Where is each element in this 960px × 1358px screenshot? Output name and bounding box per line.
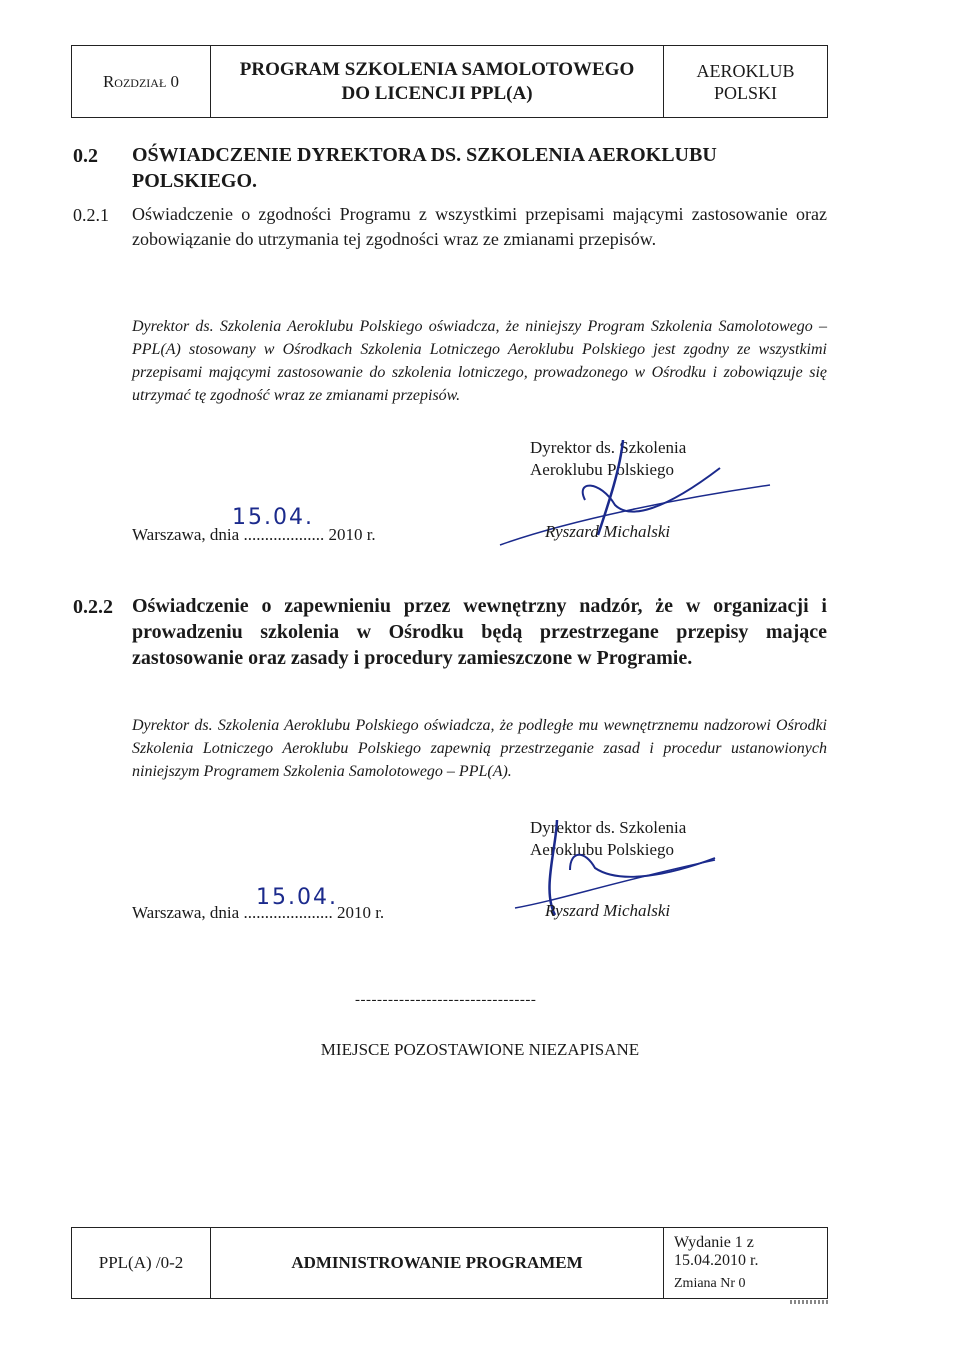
subsection-2-body: Dyrektor ds. Szkolenia Aeroklubu Polskiego oświadcza, że podległe mu wewnętrznemu nadzorowi Ośrodki Szkolenia Lotniczego Aeroklubu Polskiego zapewnią przestrzeganie zasad i procedur ustanowionych niniejszym Programem Szkolenia Samolotowego – PPL(A). bbox=[132, 717, 827, 780]
revision-info bbox=[664, 1228, 827, 1298]
subsection-2-number: 0.2.2 bbox=[73, 596, 113, 618]
subsection-2-title: Oświadczenie o zapewnieniu przez wewnętrzny nadzór, że w organizacji i prowadzeniu szkolenia w Ośrodku będą przestrzegane przepisy mające zastosowanie oraz zasady i procedury zamieszczone w Programie. bbox=[132, 595, 827, 669]
signer-title-2-line2: Aeroklubu Polskiego bbox=[530, 840, 675, 859]
subsection-1-number: 0.2.1 bbox=[73, 205, 109, 225]
section-title-line2: POLSKIEGO. bbox=[132, 170, 258, 192]
separator-line: --------------------------------- bbox=[355, 992, 537, 1008]
place-date-1: Warszawa, dnia ................... 2010 r. bbox=[132, 525, 376, 544]
edition-label: Wydanie 1 z 15.04.2010 r. bbox=[674, 1234, 759, 1269]
handwritten-date-2: 15.04. bbox=[256, 885, 338, 910]
change-label: Zmiana Nr 0 bbox=[674, 1276, 746, 1291]
footer-section-title: ADMINISTROWANIE PROGRAMEM bbox=[211, 1228, 664, 1298]
empty-page-notice: MIEJSCE POZOSTAWIONE NIEZAPISANE bbox=[320, 1040, 640, 1059]
signer-name-2: Ryszard Michalski bbox=[545, 901, 671, 920]
section-title bbox=[132, 142, 832, 194]
organization-line2: POLSKI bbox=[713, 82, 777, 103]
place-date-2: Warszawa, dnia ..................... 2010 r. bbox=[132, 903, 385, 922]
subsection-1-title: Oświadczenie o zgodności Programu z wszystkimi przepisami mającymi zastosowanie oraz zobowiązanie do utrzymania tej zgodności wraz ze zmianami przepisów. bbox=[132, 204, 827, 249]
signer-name-1: Ryszard Michalski bbox=[545, 522, 671, 541]
signer-title-2-line1: Dyrektor ds. Szkolenia bbox=[530, 818, 687, 837]
page-footer bbox=[71, 1227, 828, 1299]
section-title-line1: OŚWIADCZENIE DYREKTORA DS. SZKOLENIA AEROKLUBU bbox=[132, 144, 717, 166]
subsection-1-body: Dyrektor ds. Szkolenia Aeroklubu Polskiego oświadcza, że niniejszy Program Szkolenia Samolotowego – PPL(A) stosowany w Ośrodkach Szkolenia Lotniczego Aeroklubu Polskiego jest zgodny ze wszystkimi przepisami mającymi zastosowanie do szkolenia lotniczego, prowadzonego w Ośrodku i zobowiązuje się utrzymać tę zgodność wraz ze zmianami przepisów. bbox=[132, 318, 827, 404]
signer-title-1-line1: Dyrektor ds. Szkolenia bbox=[530, 438, 687, 457]
section-number: 0.2 bbox=[73, 145, 98, 167]
page-header bbox=[71, 45, 828, 118]
signer-title-1-line2: Aeroklubu Polskiego bbox=[530, 460, 675, 479]
organization-line1: AEROKLUB bbox=[696, 60, 795, 81]
chapter-label: Rozdział 0 bbox=[72, 46, 211, 117]
handwritten-date-1: 15.04. bbox=[232, 505, 314, 530]
organization bbox=[664, 46, 827, 117]
program-title-line2: DO LICENCJI PPL(A) bbox=[341, 82, 533, 104]
program-title-line1: PROGRAM SZKOLENIA SAMOLOTOWEGO bbox=[239, 58, 635, 80]
document-reference: PPL(A) /0-2 bbox=[72, 1228, 211, 1298]
print-mark bbox=[790, 1300, 830, 1304]
program-title bbox=[211, 46, 664, 117]
